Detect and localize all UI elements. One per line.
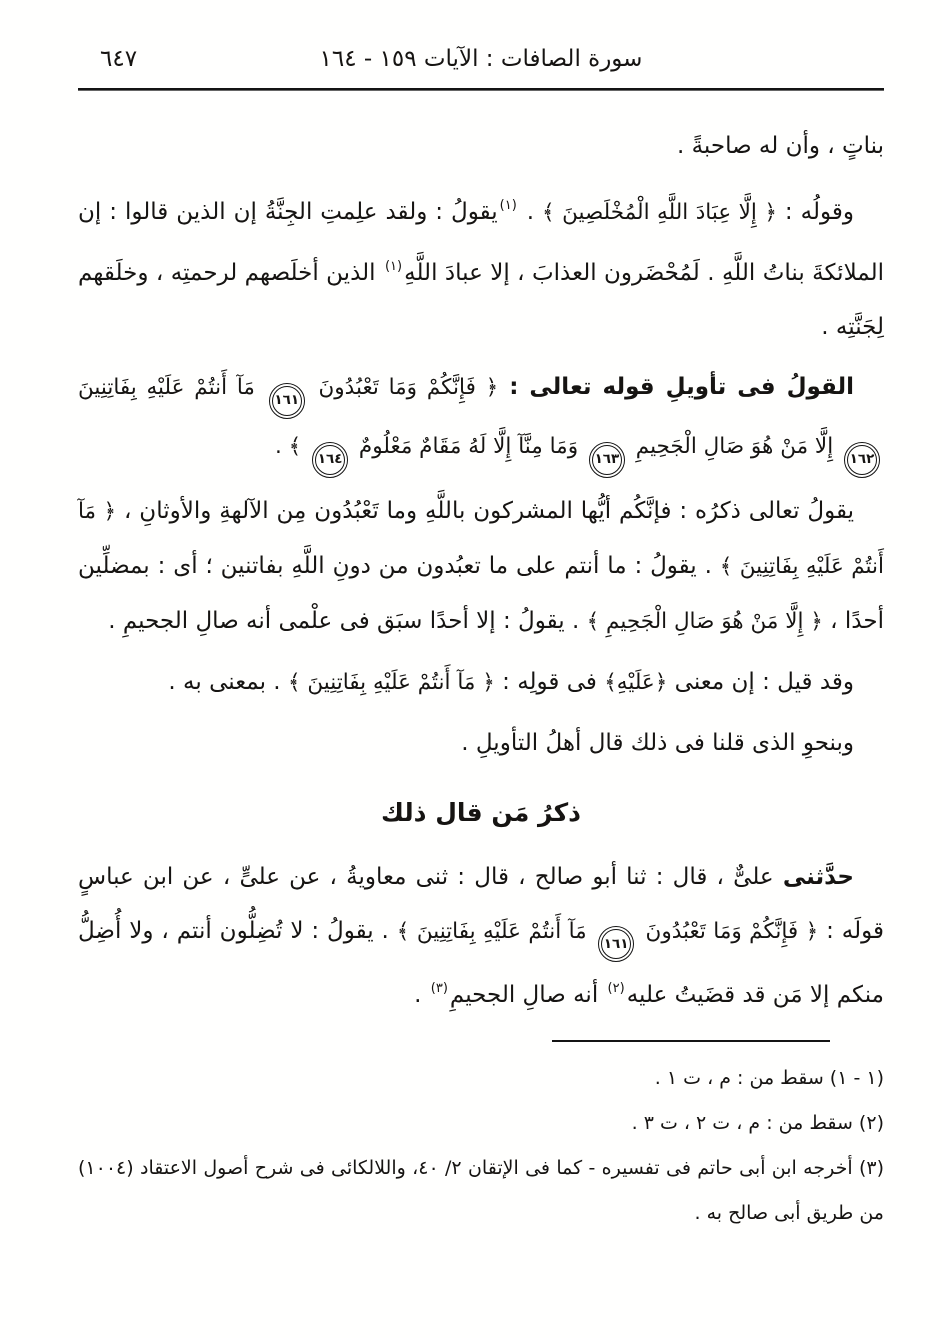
- taweel-heading-paragraph: [78, 360, 884, 478]
- footnotes-section: [78, 1040, 884, 1236]
- quran-bracket-open: ﴿: [475, 375, 499, 400]
- ayah-number-medallion-161: ١٦١: [269, 383, 305, 419]
- quran-bracket-open: ﴿: [798, 918, 819, 944]
- paragraph-continuation: [78, 119, 884, 173]
- paragraph-qawluhu: [78, 179, 884, 354]
- page-body: [78, 91, 884, 1022]
- footnote-3: (٣) أخرجه ابن أبى حاتم فى تفسيره - كما فى الإتقان ٢/ ٤٠، واللالكائى فى شرح أصول الاعتقاد (١٠٠٤) من طريق أبى صالح به .: [78, 1157, 884, 1225]
- ayah-number-medallion-161: ١٦١: [598, 926, 634, 962]
- footnote-ref-2: (٢): [607, 981, 625, 997]
- footnote-ref-3: (٣): [430, 981, 448, 997]
- text-run: فى قولِه :: [494, 668, 605, 695]
- page-header: [78, 0, 884, 88]
- tafsir-paragraph: [78, 484, 884, 649]
- text-run: . يقولُ : ما أنتم على ما تعبُدون من دونِ اللَّهِ بفاتنين ؛ أى : بمضلِّين أحدًا ،: [78, 552, 884, 634]
- text-run: وبنحوِ الذى قلنا فى ذلك قال أهلُ التأويلِ .: [461, 729, 854, 756]
- quran-bracket-close: ﴾ .: [274, 433, 309, 459]
- text-run: الذين أخلَصهم لرحمتِه ، وخلَقهم لِجَنَّتِه .: [78, 260, 884, 340]
- quran-verse-164: وَمَا مِنَّآ إِلَّا لَهُ مَقَامٌ مَعْلُومٌ: [352, 433, 585, 459]
- quran-verse-162: مَآ أَنتُمْ عَلَيْهِ بِفَاتِنِينَ: [78, 375, 265, 400]
- ayah-number-medallion-164: ١٦٤: [312, 442, 348, 478]
- footnote-2: (٢) سقط من : م ، ت ٢ ، ت ٣ .: [631, 1112, 884, 1135]
- text-run: وقولُه :: [776, 199, 854, 225]
- text-run: . بمعنى به .: [168, 668, 288, 695]
- text-run: أنه صالِ الجحيمِ: [449, 982, 606, 1009]
- text-run: علىٌّ ، قال : ثنا أبو صالح ، قال : ثنى معاويةُ ، عن علىٍّ ، عن ابن عباسٍ قولَه :: [78, 863, 885, 944]
- hadith-paragraph: [78, 850, 884, 1023]
- text-run: يقولُ : ولقد علِمتِ الجِنَّةُ إن الذين قالوا : إن الملائكةَ بناتُ اللَّهِ . لَمُحْضَرون العذابَ ، إلا عبادَ اللَّهِ: [78, 199, 885, 286]
- qila-paragraph: [78, 655, 884, 710]
- quran-verse-162: مَآ أَنتُمْ عَلَيْهِ بِفَاتِنِينَ: [416, 918, 595, 944]
- quran-bracket-close: ﴾: [396, 918, 417, 944]
- footnote-1: (١ - ١) سقط من : م ، ت ١ .: [654, 1067, 884, 1090]
- ayah-number-medallion-162: ١٦٢: [844, 442, 880, 478]
- binahw-paragraph: [78, 716, 884, 770]
- taweel-intro: القولُ فى تأويلِ قوله تعالى :: [498, 374, 855, 400]
- header-title: سورة الصافات : الآيات ١٥٩ - ١٦٤: [319, 46, 643, 72]
- footnote-ref-1: (١): [499, 198, 517, 213]
- text-run: وقد قيل : إن معنى: [667, 668, 854, 695]
- text-run: . يقولُ : إلا أحدًا سبَق فى علْمى أنه صالِ الجحيمِ .: [108, 607, 587, 634]
- page-number: ٦٤٧: [100, 46, 138, 72]
- text-run: .: [414, 982, 429, 1009]
- text-run: يقولُ تعالى ذكرُه : فإنَّكُم أيُّها المشركون باللَّهِ وما تَعْبُدُون مِن الآلهةِ والأوثانِ ،: [116, 497, 855, 524]
- quran-quote: ﴿ إِلَّا عِبَادَ اللَّهِ الْمُخْلَصِينَ ﴾: [542, 200, 777, 225]
- quran-verse-161: فَإِنَّكُمْ وَمَا تَعْبُدُونَ: [638, 918, 799, 944]
- quran-quote: ﴿ مَآ أَنتُمْ عَلَيْهِ بِفَاتِنِينَ ﴾: [287, 669, 495, 695]
- quran-quote: ﴿ مَآ أَنتُمْ عَلَيْهِ بِفَاتِنِينَ ﴾: [78, 498, 884, 579]
- hadith-opening-word: حدَّثنى: [782, 863, 854, 890]
- footnote-separator-rule: [552, 1040, 830, 1042]
- text-run: بناتٍ ، وأن له صاحبةً .: [676, 133, 884, 159]
- quran-quote: ﴿ إِلَّا مَنْ هُوَ صَالِ الْجَحِيمِ ﴾: [586, 608, 823, 634]
- quran-quote: ﴿عَلَيْهِ﴾: [604, 669, 668, 695]
- ayah-number-medallion-163: ١٦٣: [589, 442, 625, 478]
- section-heading-dhikr: ذكرُ مَن قال ذلك: [381, 797, 581, 827]
- footnote-ref-1b: (١): [384, 259, 403, 274]
- quran-verse-163: إِلَّا مَنْ هُوَ صَالِ الْجَحِيمِ: [628, 433, 840, 459]
- text-run: .: [518, 199, 543, 225]
- text-run: . يقولُ : لا تُضِلُّون أنتم ، ولا أُضِلُّ منكم إلا مَن قد قضَيتُ عليه: [78, 917, 884, 1009]
- quran-verse-161: فَإِنَّكُمْ وَمَا تَعْبُدُونَ: [308, 375, 476, 400]
